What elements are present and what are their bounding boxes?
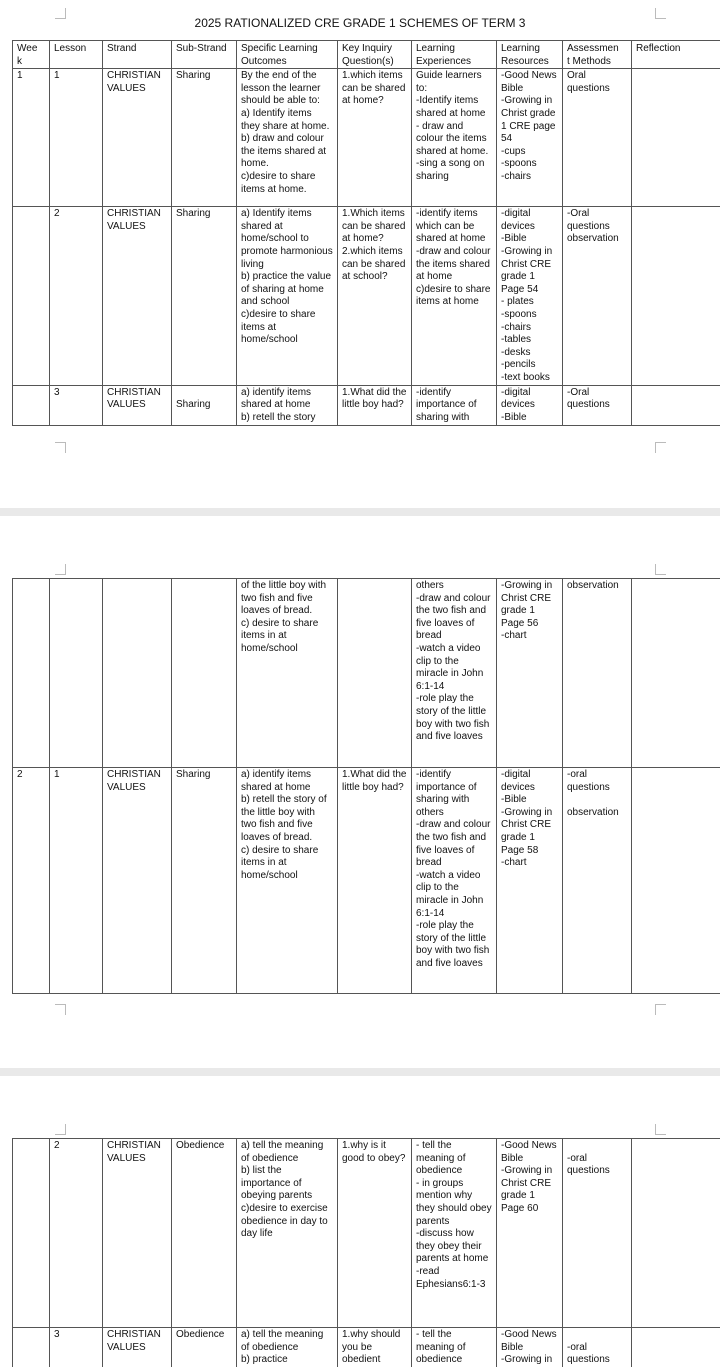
cell-lesson: 3 (50, 1328, 103, 1367)
cell-experiences: -identify importance of sharing with others -draw and colour the two fish and five loaves of bread -watch a video clip to the miracle in John 6:1-14 -role play the story of the little boy with two fish and five loaves (412, 768, 497, 994)
cell-week: 2 (13, 768, 50, 994)
schemes-table-page-2 (12, 578, 720, 994)
cell-assessment: -oral questions observation (563, 768, 632, 994)
table-row (13, 1139, 720, 1328)
cell-strand: CHRISTIAN VALUES (103, 385, 172, 425)
header-lesson: Lesson (50, 41, 103, 69)
cell-experiences: others -draw and colour the two fish and five loaves of bread -watch a video clip to the miracle in John 6:1-14 -role play the story of the little boy with two fish and five loaves (412, 579, 497, 768)
page-gap (0, 1068, 720, 1076)
cell-reflection (632, 1139, 720, 1328)
schemes-table-page-3 (12, 1138, 720, 1367)
crop-mark (655, 1124, 666, 1135)
cell-resources: -Good News Bible -Growing in Christ grade 1 CRE page 54 -cups -spoons -chairs (497, 69, 563, 207)
cell-sub-strand: Sharing (172, 207, 237, 385)
header-learning-resources: Learning Resources (497, 41, 563, 69)
header-learning-experiences: Learning Experiences (412, 41, 497, 69)
cell-sub-strand: Obedience (172, 1328, 237, 1367)
header-inquiry-questions: Key Inquiry Question(s) (338, 41, 412, 69)
cell-week (13, 385, 50, 425)
cell-resources: -Growing in Christ CRE grade 1 Page 56 -chart (497, 579, 563, 768)
header-strand: Strand (103, 41, 172, 69)
cell-experiences: - tell the meaning of obedience - in groups mention why they should obey parents -discuss how they obey their parents at home -read Ephesians6:1-3 (412, 1139, 497, 1328)
cell-inquiry: 1.Which items can be shared at home? 2.which items can be shared at school? (338, 207, 412, 385)
cell-inquiry: 1.What did the little boy had? (338, 768, 412, 994)
cell-resources: -digital devices -Bible (497, 385, 563, 425)
cell-strand: CHRISTIAN VALUES (103, 207, 172, 385)
cell-assessment: -oral questions (563, 1139, 632, 1328)
cell-strand (103, 579, 172, 768)
cell-assessment: Oral questions (563, 69, 632, 207)
cell-outcomes: a) tell the meaning of obedience b) practice (237, 1328, 338, 1367)
table-row (13, 579, 720, 768)
cell-week (13, 1328, 50, 1367)
cell-lesson: 1 (50, 69, 103, 207)
cell-strand: CHRISTIAN VALUES (103, 1328, 172, 1367)
cell-outcomes: By the end of the lesson the learner should be able to: a) Identify items they share at home. b) draw and colour the items shared at home. c)desire to share items at home. (237, 69, 338, 207)
cell-outcomes: a) identify items shared at home b) retell the story (237, 385, 338, 425)
crop-mark (55, 1124, 66, 1135)
cell-resources: -Good News Bible -Growing in (497, 1328, 563, 1367)
cell-lesson: 2 (50, 207, 103, 385)
cell-inquiry: 1.why is it good to obey? (338, 1139, 412, 1328)
table-row (13, 1328, 720, 1367)
crop-mark (655, 442, 666, 453)
cell-assessment: -Oral questions (563, 385, 632, 425)
crop-mark (655, 1004, 666, 1015)
cell-strand: CHRISTIAN VALUES (103, 1139, 172, 1328)
cell-lesson: 2 (50, 1139, 103, 1328)
page-2 (0, 516, 720, 1068)
cell-inquiry: 1.why should you be obedient (338, 1328, 412, 1367)
cell-outcomes: a) identify items shared at home b) retell the story of the little boy with two fish and five loaves of bread. c) desire to share items in at home/school (237, 768, 338, 994)
cell-outcomes: a) tell the meaning of obedience b) list the importance of obeying parents c)desire to exercise obedience in day to day life (237, 1139, 338, 1328)
document-title: 2025 RATIONALIZED CRE GRADE 1 SCHEMES OF TERM 3 (194, 16, 526, 30)
cell-strand: CHRISTIAN VALUES (103, 768, 172, 994)
cell-lesson: 3 (50, 385, 103, 425)
table-row (13, 768, 720, 994)
table-row (13, 69, 720, 207)
cell-reflection (632, 69, 720, 207)
page-3 (0, 1076, 720, 1367)
table-header-row (13, 41, 720, 69)
cell-assessment: observation (563, 579, 632, 768)
cell-experiences: -identify items which can be shared at home -draw and colour the items shared at home c)desire to share items at home (412, 207, 497, 385)
cell-reflection (632, 207, 720, 385)
cell-experiences: -identify importance of sharing with (412, 385, 497, 425)
cell-inquiry: 1.What did the little boy had? (338, 385, 412, 425)
cell-experiences: - tell the meaning of obedience (412, 1328, 497, 1367)
cell-inquiry: 1.which items can be shared at home? (338, 69, 412, 207)
cell-assessment: -oral questions (563, 1328, 632, 1367)
cell-week: 1 (13, 69, 50, 207)
cell-reflection (632, 1328, 720, 1367)
cell-lesson: 1 (50, 768, 103, 994)
cell-reflection (632, 768, 720, 994)
cell-resources: -Good News Bible -Growing in Christ CRE grade 1 Page 60 (497, 1139, 563, 1328)
cell-reflection (632, 579, 720, 768)
cell-strand: CHRISTIAN VALUES (103, 69, 172, 207)
cell-experiences: Guide learners to: -Identify items shared at home - draw and colour the items shared at home. -sing a song on sharing (412, 69, 497, 207)
page-gap (0, 508, 720, 516)
cell-sub-strand (172, 579, 237, 768)
cell-reflection (632, 385, 720, 425)
header-sub-strand: Sub-Strand (172, 41, 237, 69)
cell-sub-strand: Sharing (172, 69, 237, 207)
cell-assessment: -Oral questions observation (563, 207, 632, 385)
crop-mark (55, 1004, 66, 1015)
cell-week (13, 579, 50, 768)
cell-sub-strand: Sharing (172, 385, 237, 425)
header-learning-outcomes: Specific Learning Outcomes (237, 41, 338, 69)
header-reflection: Reflection (632, 41, 720, 69)
crop-mark (55, 564, 66, 575)
page-1 (0, 0, 720, 508)
cell-lesson (50, 579, 103, 768)
table-row (13, 207, 720, 385)
cell-sub-strand: Sharing (172, 768, 237, 994)
cell-outcomes: of the little boy with two fish and five loaves of bread. c) desire to share items in at home/school (237, 579, 338, 768)
table-row (13, 385, 720, 425)
header-week: Wee k (13, 41, 50, 69)
cell-sub-strand: Obedience (172, 1139, 237, 1328)
cell-outcomes: a) Identify items shared at home/school to promote harmonious living b) practice the value of sharing at home and school c)desire to share items at home/school (237, 207, 338, 385)
cell-resources: -digital devices -Bible -Growing in Christ CRE grade 1 Page 58 -chart (497, 768, 563, 994)
cell-week (13, 1139, 50, 1328)
crop-mark (55, 442, 66, 453)
crop-mark (655, 564, 666, 575)
cell-resources: -digital devices -Bible -Growing in Christ CRE grade 1 Page 54 - plates -spoons -chairs -tables -desks -pencils -text books (497, 207, 563, 385)
cell-inquiry (338, 579, 412, 768)
cell-week (13, 207, 50, 385)
header-assessment-methods: Assessmen t Methods (563, 41, 632, 69)
schemes-table-page-1 (12, 40, 720, 426)
